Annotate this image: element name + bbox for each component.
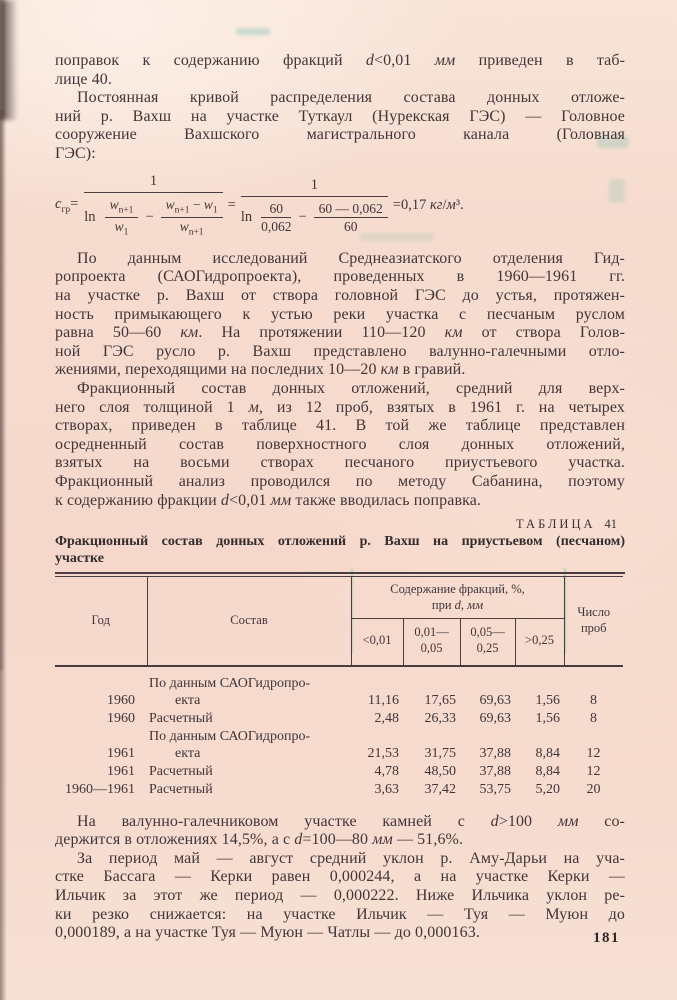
text-line: ной ГЭС русло р. Вахш представлено валунно-галечными отло- — [55, 342, 625, 360]
table-wrapper — [55, 572, 625, 799]
cell-fraction-2: 48,50 — [424, 763, 456, 779]
text-line: Фракционный состав донных отложений р. Вахш на приустьевом (песчаном) — [55, 534, 625, 550]
page-content — [55, 52, 625, 943]
cell-samples: 8 — [590, 692, 598, 708]
text-line: ность примыкающего к устью реки участка с песчаным руслом — [55, 305, 625, 323]
cell-fraction-3: 37,88 — [479, 745, 511, 761]
column-header-fractions-group: Содержание фракций, %, при d, мм — [351, 577, 564, 619]
table-row — [55, 666, 623, 710]
cell-fraction-3: 53,75 — [479, 781, 511, 797]
cell-year: 1961 — [107, 763, 135, 779]
text-line: ки резко снижается: на участке Ильчик — Туя — Муюн до — [55, 905, 625, 923]
cell-composition: Расчетный — [149, 781, 213, 797]
text-line: Фракционный анализ проводился по методу Сабанина, поэтому — [55, 472, 625, 490]
text-line: держится в отложениях 14,5%, а с d=100—80 мм — 51,6%. — [55, 831, 464, 849]
table-label-number: 41 — [604, 517, 617, 532]
cell-fraction-4: 8,84 — [535, 763, 561, 779]
cell-fraction-1: 21,53 — [367, 745, 399, 761]
cell-fraction-4: 8,84 — [535, 745, 561, 761]
cell-samples: 20 — [586, 781, 601, 797]
table-row — [55, 710, 623, 728]
scan-edge-shadow — [0, 110, 4, 670]
table-label — [55, 517, 617, 532]
scan-artifact — [236, 28, 270, 35]
text-line: Постоянная кривой распределения состава донных отложе- — [77, 89, 625, 107]
text-line: участке — [55, 550, 104, 566]
cell-samples: 8 — [590, 710, 598, 726]
cell-fraction-3: 69,63 — [479, 710, 511, 726]
paragraph-6 — [55, 850, 625, 943]
cell-fraction-1: 4,78 — [374, 763, 399, 779]
cell-fraction-2: 31,75 — [424, 745, 456, 761]
sub-numerator: $w_{n+1}$ — [109, 196, 134, 216]
cell-year: 1961 — [107, 745, 135, 761]
table-header — [55, 577, 623, 666]
ln-operator: ln — [240, 209, 253, 226]
fractions-table — [55, 576, 623, 799]
column-header-composition: Состав — [147, 577, 351, 666]
sub-numerator: 60 — [269, 200, 284, 216]
column-header-range-3: 0,05— 0,25 — [460, 619, 515, 666]
table-row — [55, 728, 623, 763]
text-line: По данным исследований Среднеазиатского отделения Гид- — [77, 249, 625, 267]
text-line: створах, приведен в таблице 41. В той же таблице представлен — [55, 417, 625, 435]
text-line: на участке р. Вахш от створа головной ГЭС до устья, протяжен- — [55, 286, 625, 304]
sub-denominator: 60 — [343, 219, 358, 235]
cell-year: 1960 — [107, 710, 135, 726]
minus-operator: − — [298, 209, 307, 226]
cell-fraction-4: 1,56 — [535, 710, 561, 726]
text-line: поправок к содержанию фракций d<0,01 мм приведен в таб- — [55, 52, 626, 69]
column-header-samples: Число проб — [564, 577, 623, 666]
formula-fraction-1 — [84, 173, 222, 239]
sub-fraction — [161, 197, 223, 239]
paragraph-1 — [55, 52, 625, 89]
cell-fraction-1: 2,48 — [374, 710, 399, 726]
cell-year: 1960—1961 — [65, 781, 135, 797]
table-row — [55, 781, 623, 799]
formula-numerator: 1 — [310, 176, 318, 193]
cell-composition: Расчетный — [149, 710, 213, 726]
equals-sign: = — [227, 197, 236, 214]
formula-numerator: 1 — [149, 172, 158, 189]
sub-fraction — [261, 201, 291, 235]
text-line: лице 40. — [55, 70, 113, 88]
sub-denominator: $w_{n+1}$ — [179, 219, 204, 238]
cell-fraction-1: 3,63 — [374, 781, 399, 797]
cell-fraction-3: 37,88 — [479, 763, 511, 779]
text-line: За период май — август средний уклон р. Аму-Дарьи на уча- — [77, 849, 625, 867]
formula-denominator — [241, 197, 388, 235]
scan-corner-shadow — [0, 0, 18, 120]
cell-fraction-2: 26,33 — [424, 710, 456, 726]
cell-fraction-2: 17,65 — [424, 692, 456, 708]
table-body — [55, 666, 623, 799]
table-label-word: ТАБЛИЦА — [516, 517, 596, 532]
paragraph-3 — [55, 250, 625, 380]
minus-operator: − — [145, 209, 154, 226]
text-line: жениями, переходящими на последних 10—20 км в гравий. — [55, 361, 466, 379]
cell-samples: 12 — [586, 763, 601, 779]
ln-operator: ln — [84, 209, 96, 226]
cell-fraction-1: 11,16 — [368, 692, 399, 708]
text-line: равна 50—60 км. На протяжении 110—120 км от створа Голов- — [55, 324, 625, 342]
table-row — [55, 763, 623, 781]
cell-composition: Расчетный — [149, 763, 213, 779]
column-header-range-4: >0,25 — [515, 619, 564, 666]
text-line: На валунно-галечниковом участке камней с d>100 мм со- — [77, 812, 625, 830]
cell-composition: По данным САОГидропро- екта — [149, 728, 311, 761]
cell-fraction-4: 1,56 — [535, 692, 561, 708]
text-line: Ильчик за этот же период — 0,000222. Ниже Ильчика уклон ре- — [55, 886, 625, 904]
text-line: осредненный состав поверхностного слоя донных отложений, — [55, 435, 625, 453]
sub-numerator: $w_{n+1} - w_1$ — [165, 196, 218, 216]
paragraph-4 — [55, 380, 625, 510]
table-caption — [55, 534, 625, 567]
formula-fraction-2 — [241, 177, 388, 235]
paragraph-5 — [55, 813, 625, 850]
page-number: 181 — [593, 930, 620, 946]
cell-fraction-3: 69,63 — [479, 692, 511, 708]
text-line: 0,000189, а на участке Туя — Муюн — Чатлы — до 0,000163. — [55, 924, 480, 942]
column-header-range-2: 0,01— 0,05 — [403, 619, 460, 666]
sub-denominator: $w_1$ — [114, 219, 129, 238]
column-header-range-1: <0,01 — [362, 633, 392, 648]
formula-lhs: $c_{гр}=$ — [55, 196, 79, 216]
text-line: ГЭС): — [55, 144, 96, 162]
paragraph-2 — [55, 89, 625, 163]
text-line: ропроекта (САОГидропроекта), проведенных в 1960—1961 гг. — [55, 268, 625, 286]
formula-denominator — [84, 193, 222, 239]
sub-fraction — [314, 201, 388, 235]
text-line: взятых на восьми створах песчаного приустьевого участка. — [55, 454, 625, 472]
column-header-year: Год — [55, 577, 147, 666]
text-line: Фракционный состав донных отложений, средний для верх- — [77, 379, 625, 397]
cell-composition: По данным САОГидропро- екта — [149, 675, 311, 708]
text-line: него слоя толщиной 1 м, из 12 проб, взятых в 1961 г. на четырех — [55, 398, 625, 416]
text-line: сооружение Вахшского магистрального канала (Головная — [55, 126, 625, 144]
sub-fraction — [105, 197, 139, 239]
text-line: стке Бассага — Керки равен 0,000244, а на участке Керки — — [55, 868, 625, 886]
cell-samples: 12 — [586, 745, 601, 761]
cell-year: 1960 — [107, 692, 135, 708]
formula-result: =0,17 кг/м³. — [392, 197, 464, 214]
formula — [55, 173, 625, 239]
sub-denominator: 0,062 — [261, 219, 292, 235]
cell-fraction-2: 37,42 — [424, 781, 456, 797]
cell-fraction-4: 5,20 — [535, 781, 561, 797]
text-line: ний р. Вахш на участке Туткаул (Нурекская ГЭС) — Головное — [55, 107, 625, 125]
text-line: к содержанию фракции d<0,01 мм также вводилась поправка. — [55, 491, 482, 509]
sub-numerator: 60 — 0,062 — [318, 200, 383, 216]
